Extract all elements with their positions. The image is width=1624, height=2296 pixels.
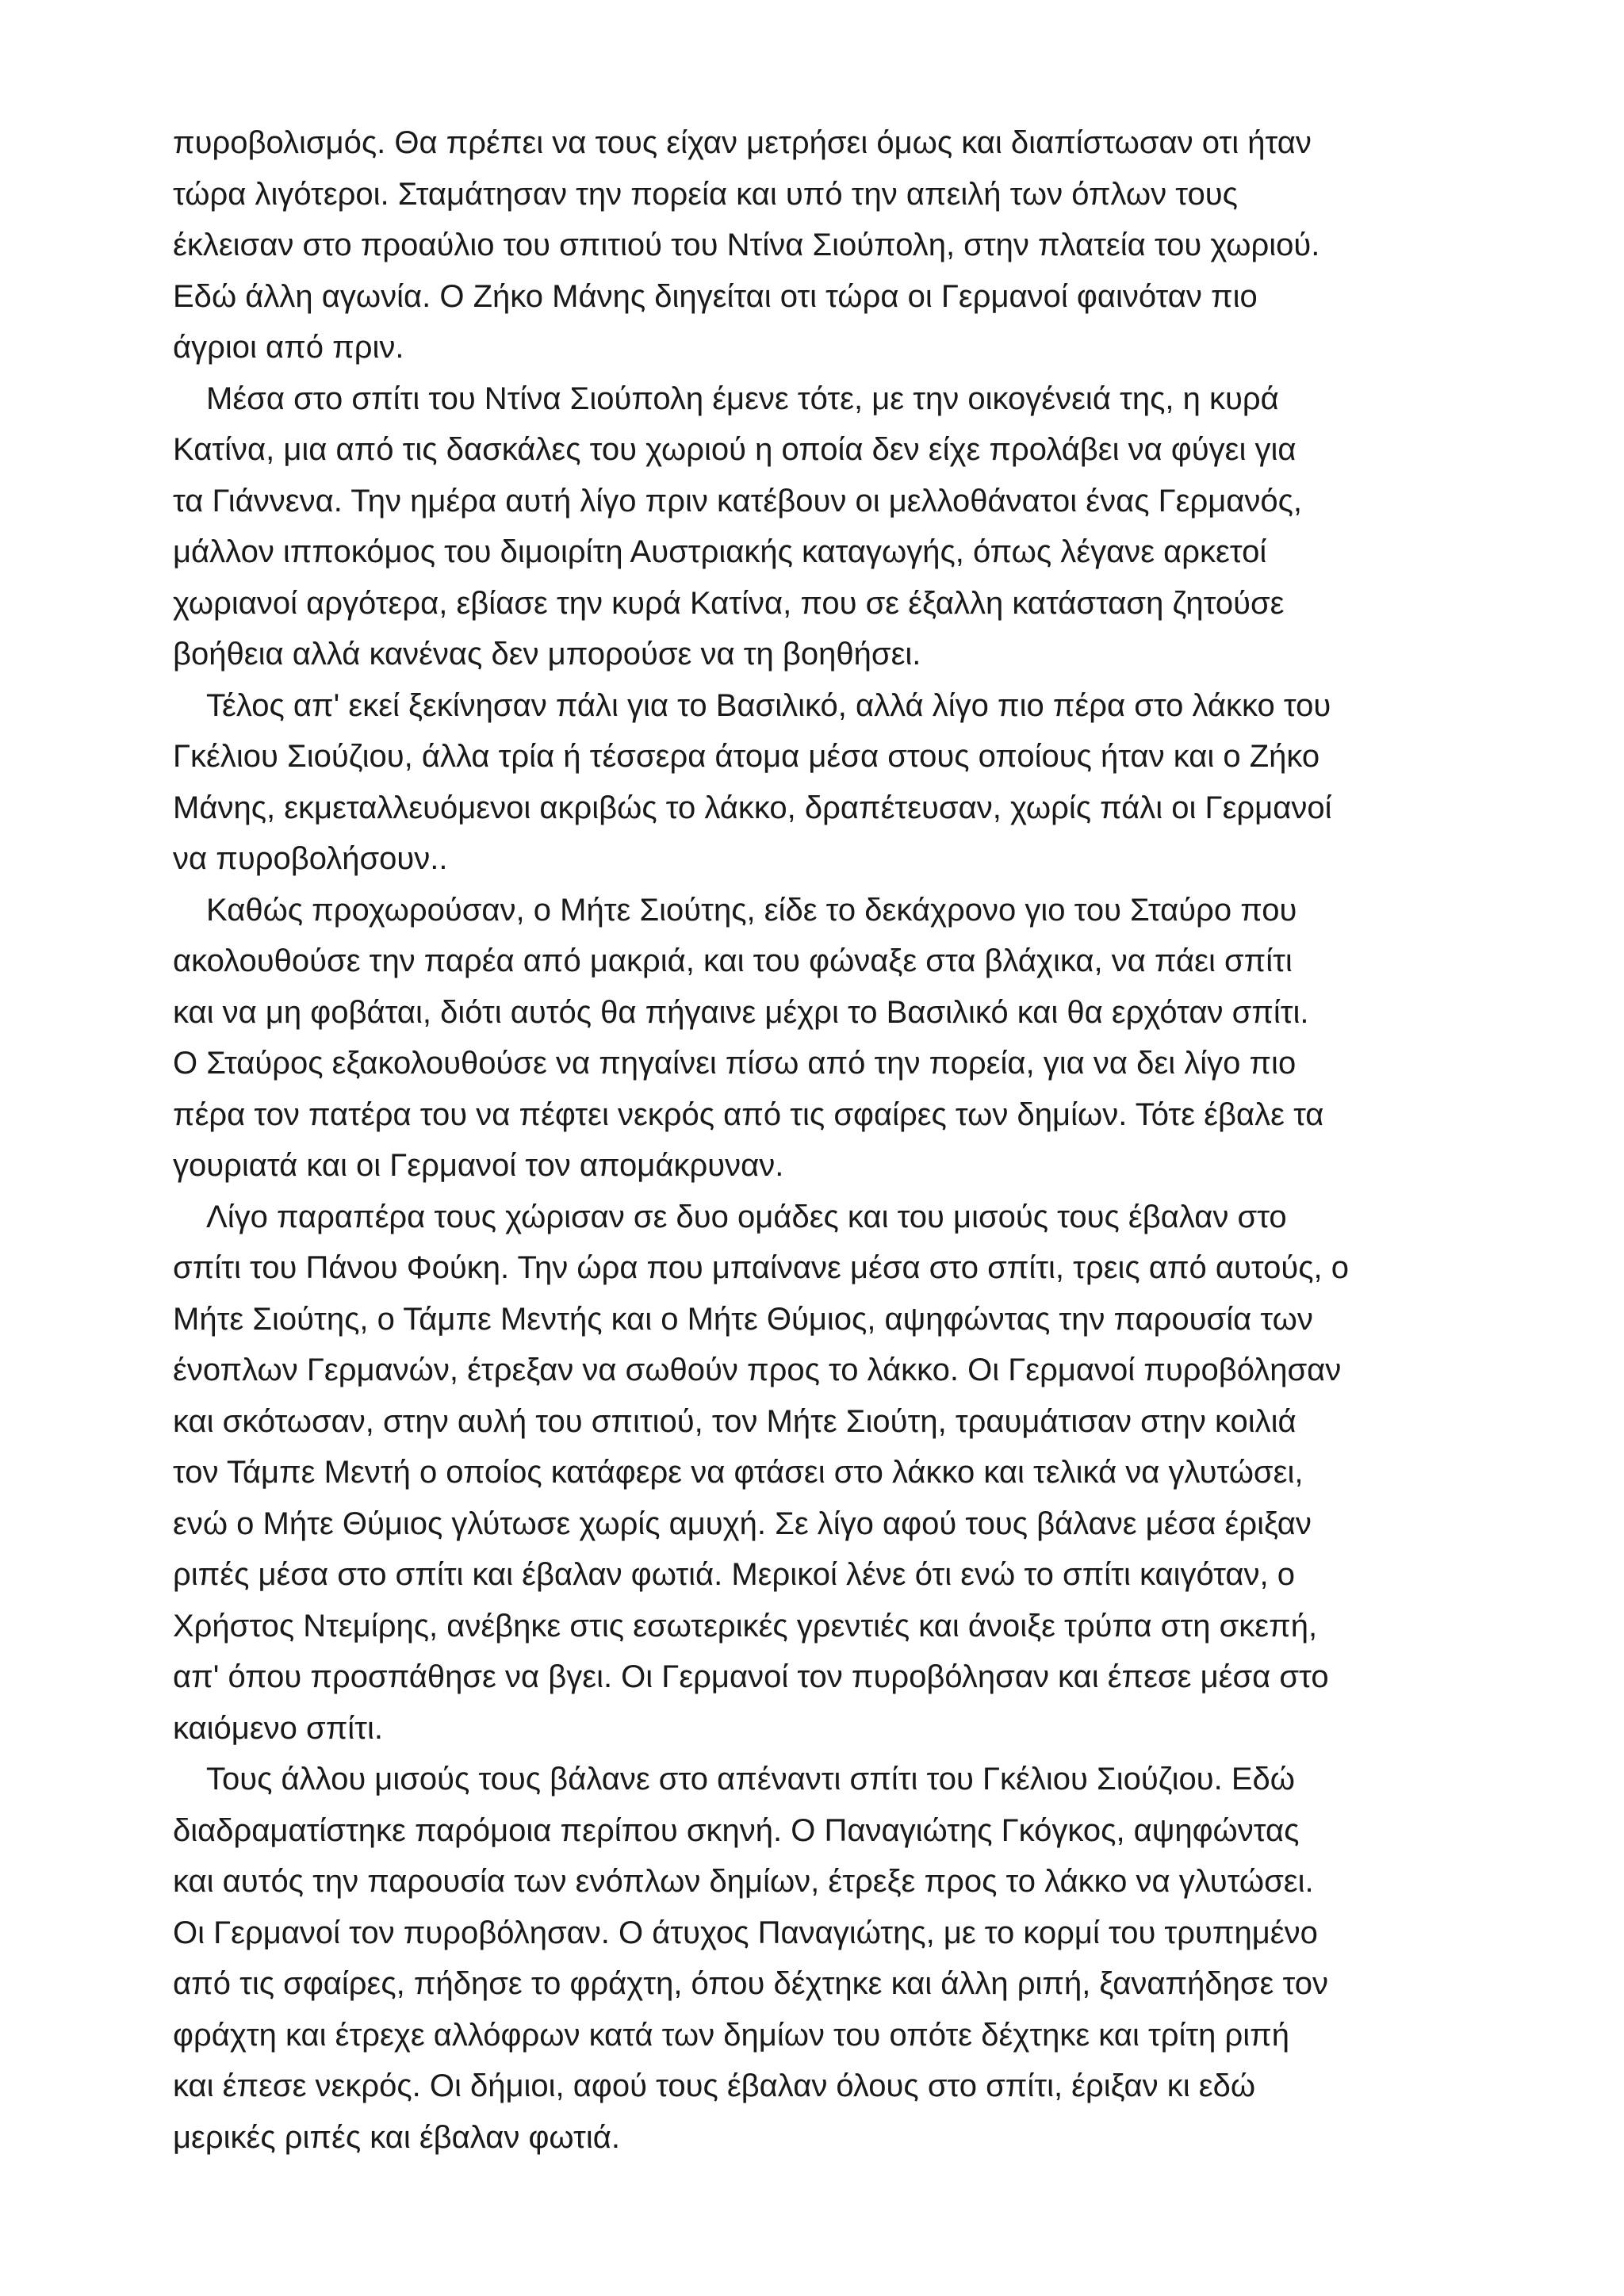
text-line: μερικές ριπές και έβαλαν φωτιά. xyxy=(173,2119,620,2155)
text-line: Μήτε Σιούτης, ο Τάμπε Μεντής και ο Μήτε Θύμιος, αψηφώντας την παρουσία των xyxy=(173,1301,1313,1337)
text-line: βοήθεια αλλά κανένας δεν μπορούσε να τη βοηθήσει. xyxy=(173,637,921,672)
text-line: Χρήστος Ντεμίρης, ανέβηκε στις εσωτερικές γρεντιές και άνοιξε τρύπα στη σκεπή, xyxy=(173,1608,1318,1644)
text-line: και να μη φοβάται, διότι αυτός θα πήγαινε μέχρι το Βασιλικό και θα ερχόταν σπίτι. xyxy=(173,994,1309,1030)
text-line: Τέλος απ' εκεί ξεκίνησαν πάλι για το Βασιλικό, αλλά λίγο πιο πέρα στο λάκκο του xyxy=(206,687,1331,723)
text-line: σπίτι του Πάνου Φούκη. Την ώρα που μπαίνανε μέσα στο σπίτι, τρεις από αυτούς, ο xyxy=(173,1250,1350,1285)
text-line: και σκότωσαν, στην αυλή του σπιτιού, τον Μήτε Σιούτη, τραυμάτισαν στην κοιλιά xyxy=(173,1403,1297,1439)
text-line: Οι Γερμανοί τον πυροβόλησαν. Ο άτυχος Παναγιώτης, με το κορμί του τρυπημένο xyxy=(173,1915,1318,1950)
text-line: Εδώ άλλη αγωνία. Ο Ζήκο Μάνης διηγείται οτι τώρα οι Γερμανοί φαινόταν πιο xyxy=(173,278,1258,314)
paragraph xyxy=(173,117,1481,373)
text-line: και αυτός την παρουσία των ενόπλων δημίων, έτρεξε προς το λάκκο να γλυτώσει. xyxy=(173,1864,1314,1899)
text-line: Ο Σταύρος εξακολουθούσε να πηγαίνει πίσω από την πορεία, για να δει λίγο πιο xyxy=(173,1046,1297,1081)
text-line: ριπές μέσα στο σπίτι και έβαλαν φωτιά. Μερικοί λένε ότι ενώ το σπίτι καιγόταν, ο xyxy=(173,1557,1295,1592)
text-line: απ' όπου προσπάθησε να βγει. Οι Γερμανοί τον πυροβόλησαν και έπεσε μέσα στο xyxy=(173,1659,1329,1694)
text-line: τον Τάμπε Μεντή ο οποίος κατάφερε να φτάσει στο λάκκο και τελικά να γλυτώσει, xyxy=(173,1455,1304,1490)
text-line: Τους άλλου μισούς τους βάλανε στο απέναντι σπίτι του Γκέλιου Σιούζιου. Εδώ xyxy=(206,1762,1296,1797)
text-line: τα Γιάννενα. Την ημέρα αυτή λίγο πριν κατέβουν οι μελλοθάνατοι ένας Γερμανός, xyxy=(173,483,1303,519)
paragraph xyxy=(173,1754,1481,2163)
text-line: ενώ ο Μήτε Θύμιος γλύτωσε χωρίς αμυχή. Σε λίγο αφού τους βάλανε μέσα έριξαν xyxy=(173,1506,1312,1541)
body-text xyxy=(173,117,1481,2163)
text-line: μάλλον ιπποκόμος του διμοιρίτη Αυστριακής καταγωγής, όπως λέγανε αρκετοί xyxy=(173,534,1267,569)
text-line: πέρα τον πατέρα του να πέφτει νεκρός από τις σφαίρες των δημίων. Τότε έβαλε τα xyxy=(173,1096,1324,1132)
paragraph xyxy=(173,1192,1481,1755)
text-line: από τις σφαίρες, πήδησε το φράχτη, όπου δέχτηκε και άλλη ριπή, ξαναπήδησε τον xyxy=(173,1966,1328,2001)
text-line: άγριοι από πριν. xyxy=(173,330,404,365)
text-line: Μάνης, εκμεταλλευόμενοι ακριβώς το λάκκο, δραπέτευσαν, χωρίς πάλι οι Γερμανοί xyxy=(173,790,1332,825)
text-line: γουριατά και οι Γερμανοί τον απομάκρυναν. xyxy=(173,1148,784,1183)
text-line: πυροβολισμός. Θα πρέπει να τους είχαν μετρήσει όμως και διαπίστωσαν οτι ήταν xyxy=(173,125,1312,160)
document-page xyxy=(173,117,1481,2163)
text-line: ένοπλων Γερμανών, έτρεξαν να σωθούν προς το λάκκο. Οι Γερμανοί πυροβόλησαν xyxy=(173,1353,1342,1387)
paragraph xyxy=(173,373,1481,680)
text-line: ακολουθούσε την παρέα από μακριά, και του φώναξε στα βλάχικα, να πάει σπίτι xyxy=(173,943,1293,978)
text-line: και έπεσε νεκρός. Οι δήμιοι, αφού τους έβαλαν όλους στο σπίτι, έριξαν κι εδώ xyxy=(173,2068,1256,2103)
text-line: Καθώς προχωρούσαν, ο Μήτε Σιούτης, είδε το δεκάχρονο γιο του Σταύρο που xyxy=(206,892,1297,928)
text-line: διαδραματίστηκε παρόμοια περίπου σκηνή. Ο Παναγιώτης Γκόγκος, αψηφώντας xyxy=(173,1812,1300,1848)
text-line: να πυροβολήσουν.. xyxy=(173,841,448,876)
text-line: Γκέλιου Σιούζιου, άλλα τρία ή τέσσερα άτομα μέσα στους οποίους ήταν και ο Ζήκο xyxy=(173,739,1320,774)
text-line: τώρα λιγότεροι. Σταμάτησαν την πορεία και υπό την απειλή των όπλων τους xyxy=(173,176,1238,212)
text-line: Μέσα στο σπίτι του Ντίνα Σιούπολη έμενε τότε, με την οικογένειά της, η κυρά xyxy=(206,381,1279,416)
paragraph xyxy=(173,885,1481,1192)
text-line: χωριανοί αργότερα, εβίασε την κυρά Κατίνα, που σε έξαλλη κατάσταση ζητούσε xyxy=(173,585,1285,621)
text-line: Κατίνα, μια από τις δασκάλες του χωριού η οποία δεν είχε προλάβει να φύγει για xyxy=(173,432,1297,467)
text-line: έκλεισαν στο προαύλιο του σπιτιού του Ντίνα Σιούπολη, στην πλατεία του χωριού. xyxy=(173,228,1320,262)
paragraph xyxy=(173,680,1481,885)
text-line: φράχτη και έτρεχε αλλόφρων κατά των δημίων του οπότε δέχτηκε και τρίτη ριπή xyxy=(173,2017,1290,2053)
text-line: καιόμενο σπίτι. xyxy=(173,1710,383,1746)
text-line: Λίγο παραπέρα τους χώρισαν σε δυο ομάδες και του μισούς τους έβαλαν στο xyxy=(206,1199,1287,1234)
